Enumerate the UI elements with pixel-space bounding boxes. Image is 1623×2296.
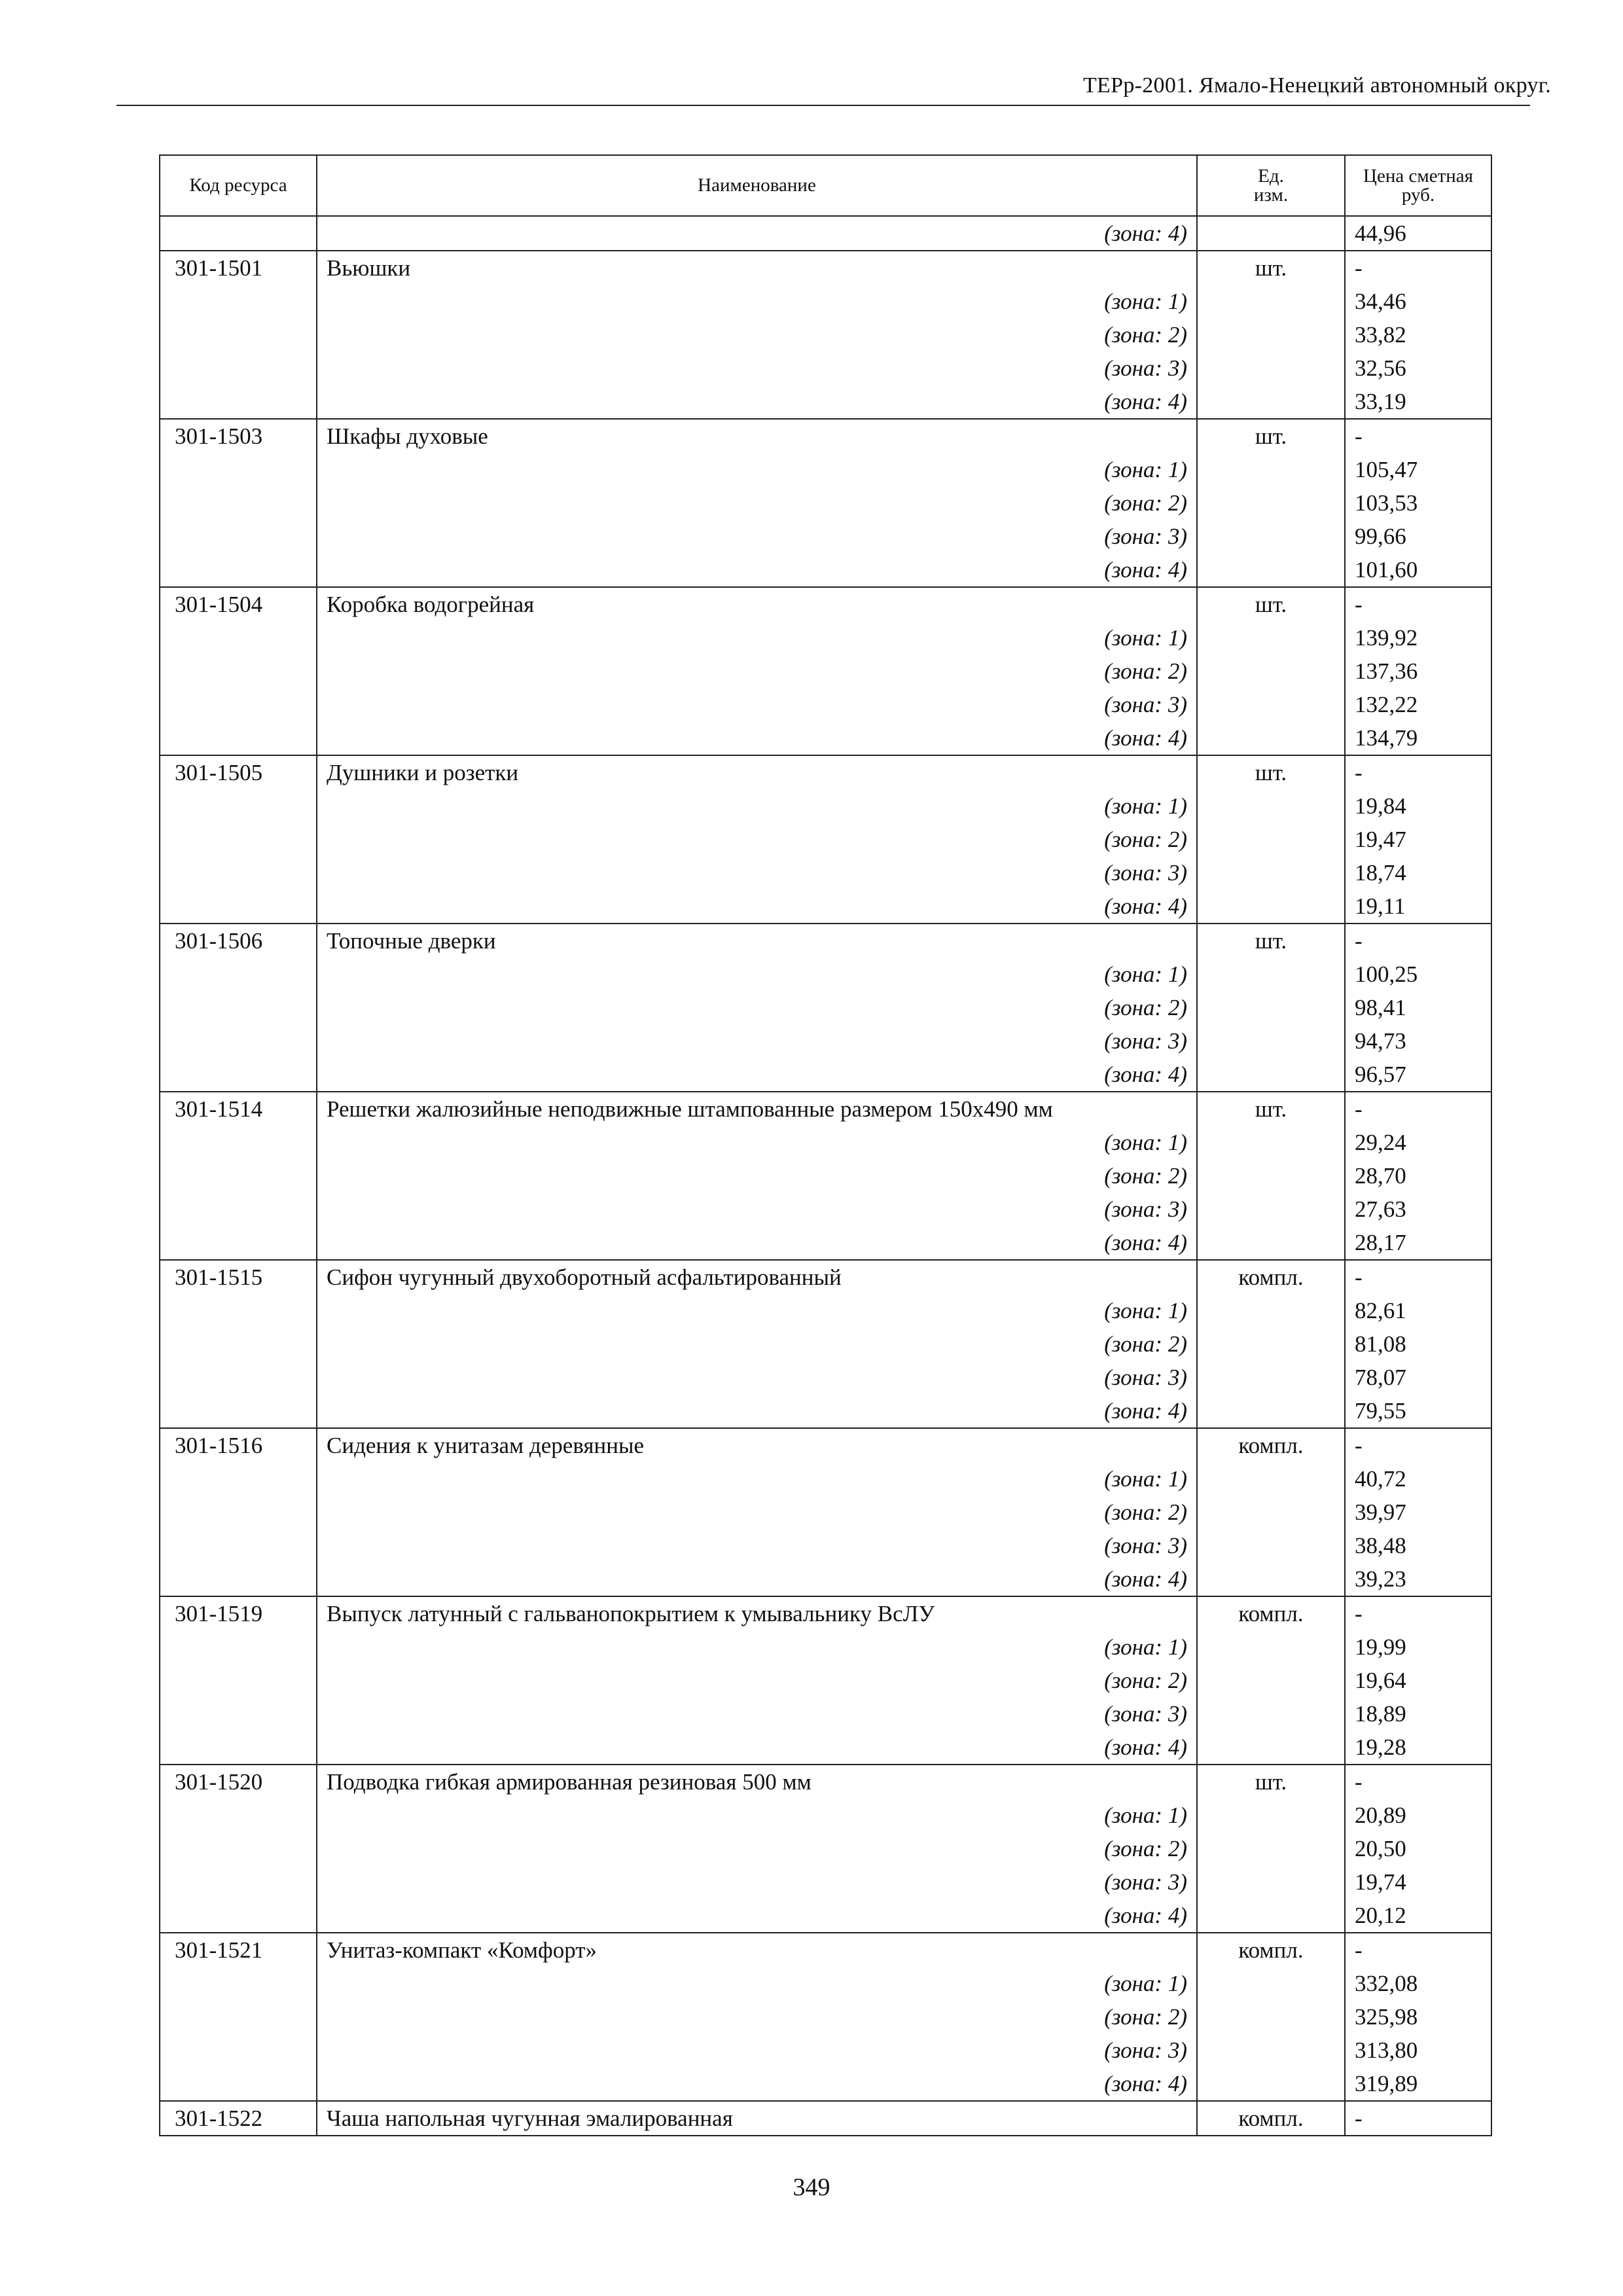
zone-price: 19,11	[1345, 889, 1491, 924]
zone-price: 82,61	[1345, 1294, 1491, 1327]
zone-code-cell	[160, 1058, 317, 1092]
continuation-unit-cell	[1197, 216, 1345, 251]
table-row	[160, 1765, 1491, 1799]
zone-label: (зона: 2)	[317, 1159, 1197, 1193]
zone-unit-cell	[1197, 1562, 1345, 1596]
zone-price: 94,73	[1345, 1024, 1491, 1058]
zone-price: 18,89	[1345, 1697, 1491, 1731]
zone-code-cell	[160, 1799, 317, 1832]
zone-code-cell	[160, 621, 317, 655]
zone-price: 34,46	[1345, 285, 1491, 318]
resource-base-price: -	[1345, 1260, 1491, 1294]
resource-code: 301-1503	[160, 419, 317, 453]
zone-label: (зона: 2)	[317, 2000, 1197, 2034]
zone-code-cell	[160, 823, 317, 856]
zone-label: (зона: 3)	[317, 1529, 1197, 1562]
zone-price: 32,56	[1345, 351, 1491, 385]
zone-price-row	[160, 1697, 1491, 1731]
zone-price-row	[160, 1731, 1491, 1765]
continuation-price: 44,96	[1345, 216, 1491, 251]
zone-code-cell	[160, 351, 317, 385]
zone-price: 99,66	[1345, 520, 1491, 553]
table-row	[160, 1260, 1491, 1294]
zone-price-row	[160, 1664, 1491, 1697]
zone-label: (зона: 3)	[317, 688, 1197, 721]
zone-code-cell	[160, 2067, 317, 2101]
zone-price-row	[160, 1126, 1491, 1159]
zone-price-row	[160, 1967, 1491, 2000]
zone-price: 332,08	[1345, 1967, 1491, 2000]
column-header-code: Код ресурса	[160, 155, 317, 216]
zone-label: (зона: 1)	[317, 621, 1197, 655]
table-row	[160, 2101, 1491, 2136]
zone-price-row	[160, 1899, 1491, 1933]
column-header-unit-text: Ед. изм.	[1253, 165, 1289, 206]
zone-unit-cell	[1197, 2034, 1345, 2067]
resource-unit: шт.	[1197, 1092, 1345, 1126]
zone-code-cell	[160, 1294, 317, 1327]
zone-price: 325,98	[1345, 2000, 1491, 2034]
zone-code-cell	[160, 318, 317, 351]
zone-unit-cell	[1197, 655, 1345, 688]
resource-name: Шкафы духовые	[317, 419, 1197, 453]
zone-price: 19,84	[1345, 789, 1491, 823]
resource-name: Топочные дверки	[317, 924, 1197, 958]
zone-label: (зона: 3)	[317, 520, 1197, 553]
column-header-name: Наименование	[317, 155, 1197, 216]
resource-unit: шт.	[1197, 251, 1345, 285]
zone-code-cell	[160, 991, 317, 1024]
zone-price-row	[160, 520, 1491, 553]
zone-label: (зона: 4)	[317, 1562, 1197, 1596]
zone-price: 79,55	[1345, 1394, 1491, 1428]
zone-label: (зона: 4)	[317, 553, 1197, 587]
zone-price-row	[160, 385, 1491, 419]
zone-price: 313,80	[1345, 2034, 1491, 2067]
zone-price: 28,70	[1345, 1159, 1491, 1193]
resource-base-price: -	[1345, 419, 1491, 453]
zone-label: (зона: 4)	[317, 1058, 1197, 1092]
zone-unit-cell	[1197, 1058, 1345, 1092]
zone-price: 40,72	[1345, 1462, 1491, 1496]
zone-price-row	[160, 1462, 1491, 1496]
resource-unit: компл.	[1197, 1596, 1345, 1630]
zone-code-cell	[160, 1462, 317, 1496]
table-header-row	[160, 155, 1491, 216]
zone-price: 19,28	[1345, 1731, 1491, 1765]
resource-code: 301-1521	[160, 1933, 317, 1967]
resource-unit: шт.	[1197, 755, 1345, 789]
resource-code: 301-1505	[160, 755, 317, 789]
zone-label: (зона: 4)	[317, 1394, 1197, 1428]
zone-price: 78,07	[1345, 1361, 1491, 1394]
zone-label: (зона: 3)	[317, 1697, 1197, 1731]
zone-price: 19,74	[1345, 1865, 1491, 1899]
zone-price: 19,64	[1345, 1664, 1491, 1697]
resource-name: Чаша напольная чугунная эмалированная	[317, 2101, 1197, 2136]
zone-code-cell	[160, 688, 317, 721]
column-header-unit	[1197, 155, 1345, 216]
zone-label: (зона: 3)	[317, 856, 1197, 889]
zone-price: 98,41	[1345, 991, 1491, 1024]
zone-unit-cell	[1197, 1394, 1345, 1428]
resource-code: 301-1520	[160, 1765, 317, 1799]
header-rule	[116, 105, 1530, 106]
zone-unit-cell	[1197, 1126, 1345, 1159]
zone-code-cell	[160, 1697, 317, 1731]
zone-label: (зона: 2)	[317, 655, 1197, 688]
zone-price: 101,60	[1345, 553, 1491, 587]
zone-code-cell	[160, 1562, 317, 1596]
zone-unit-cell	[1197, 721, 1345, 755]
resource-name: Унитаз-компакт «Комфорт»	[317, 1933, 1197, 1967]
zone-unit-cell	[1197, 621, 1345, 655]
resource-unit: компл.	[1197, 1933, 1345, 1967]
zone-label: (зона: 2)	[317, 823, 1197, 856]
zone-price: 105,47	[1345, 453, 1491, 486]
zone-code-cell	[160, 453, 317, 486]
zone-label: (зона: 1)	[317, 285, 1197, 318]
zone-unit-cell	[1197, 1496, 1345, 1529]
zone-price: 39,97	[1345, 1496, 1491, 1529]
zone-price-row	[160, 285, 1491, 318]
zone-unit-cell	[1197, 1193, 1345, 1226]
zone-unit-cell	[1197, 285, 1345, 318]
zone-price: 33,19	[1345, 385, 1491, 419]
zone-code-cell	[160, 789, 317, 823]
zone-label: (зона: 2)	[317, 486, 1197, 520]
resource-base-price: -	[1345, 587, 1491, 621]
zone-price: 29,24	[1345, 1126, 1491, 1159]
zone-code-cell	[160, 1159, 317, 1193]
zone-label: (зона: 1)	[317, 1967, 1197, 2000]
zone-unit-cell	[1197, 1967, 1345, 2000]
zone-unit-cell	[1197, 1799, 1345, 1832]
zone-price-row	[160, 553, 1491, 587]
zone-label: (зона: 4)	[317, 385, 1197, 419]
zone-label: (зона: 4)	[317, 1731, 1197, 1765]
page-number: 349	[793, 2174, 830, 2201]
resource-code: 301-1504	[160, 587, 317, 621]
resource-base-price: -	[1345, 755, 1491, 789]
resource-price-table	[159, 154, 1492, 2136]
zone-code-cell	[160, 1529, 317, 1562]
resource-base-price: -	[1345, 251, 1491, 285]
zone-label: (зона: 2)	[317, 1496, 1197, 1529]
zone-price: 33,82	[1345, 318, 1491, 351]
resource-unit: шт.	[1197, 1765, 1345, 1799]
zone-label: (зона: 3)	[317, 2034, 1197, 2067]
zone-price-row	[160, 621, 1491, 655]
zone-code-cell	[160, 1226, 317, 1260]
zone-unit-cell	[1197, 1664, 1345, 1697]
zone-unit-cell	[1197, 1462, 1345, 1496]
zone-price: 134,79	[1345, 721, 1491, 755]
zone-price-row	[160, 655, 1491, 688]
zone-unit-cell	[1197, 1697, 1345, 1731]
zone-price-row	[160, 1024, 1491, 1058]
zone-label: (зона: 3)	[317, 351, 1197, 385]
zone-code-cell	[160, 1361, 317, 1394]
zone-code-cell	[160, 486, 317, 520]
table-row	[160, 1933, 1491, 1967]
zone-price-row	[160, 789, 1491, 823]
column-header-price	[1345, 155, 1491, 216]
zone-label: (зона: 4)	[317, 721, 1197, 755]
zone-label: (зона: 4)	[317, 1226, 1197, 1260]
table-row	[160, 1428, 1491, 1462]
resource-name: Выпуск латунный с гальванопокрытием к умывальнику ВсЛУ	[317, 1596, 1197, 1630]
table-row	[160, 419, 1491, 453]
resource-code: 301-1501	[160, 251, 317, 285]
resource-name: Сидения к унитазам деревянные	[317, 1428, 1197, 1462]
zone-code-cell	[160, 2034, 317, 2067]
zone-price-row	[160, 1832, 1491, 1865]
resource-name: Вьюшки	[317, 251, 1197, 285]
zone-label: (зона: 1)	[317, 789, 1197, 823]
zone-code-cell	[160, 1664, 317, 1697]
zone-price-row	[160, 1327, 1491, 1361]
resource-base-price: -	[1345, 2101, 1491, 2136]
zone-price-row	[160, 1630, 1491, 1664]
continuation-code-cell	[160, 216, 317, 251]
zone-code-cell	[160, 856, 317, 889]
zone-label: (зона: 2)	[317, 1327, 1197, 1361]
resource-unit: шт.	[1197, 419, 1345, 453]
zone-unit-cell	[1197, 1529, 1345, 1562]
zone-price-row	[160, 318, 1491, 351]
zone-unit-cell	[1197, 688, 1345, 721]
zone-price-row	[160, 688, 1491, 721]
zone-code-cell	[160, 285, 317, 318]
zone-code-cell	[160, 1731, 317, 1765]
zone-code-cell	[160, 889, 317, 924]
zone-price: 18,74	[1345, 856, 1491, 889]
zone-label: (зона: 1)	[317, 1630, 1197, 1664]
zone-price: 132,22	[1345, 688, 1491, 721]
table-row	[160, 1596, 1491, 1630]
resource-name: Душники и розетки	[317, 755, 1197, 789]
zone-unit-cell	[1197, 856, 1345, 889]
zone-price-row	[160, 1865, 1491, 1899]
zone-price-row	[160, 1799, 1491, 1832]
zone-price-row	[160, 1294, 1491, 1327]
zone-label: (зона: 1)	[317, 1294, 1197, 1327]
zone-unit-cell	[1197, 486, 1345, 520]
zone-unit-cell	[1197, 1865, 1345, 1899]
table-row	[160, 587, 1491, 621]
zone-price: 28,17	[1345, 1226, 1491, 1260]
zone-price: 39,23	[1345, 1562, 1491, 1596]
zone-unit-cell	[1197, 1630, 1345, 1664]
zone-price-row	[160, 991, 1491, 1024]
zone-price-row	[160, 1159, 1491, 1193]
zone-code-cell	[160, 655, 317, 688]
zone-label: (зона: 1)	[317, 1462, 1197, 1496]
zone-code-cell	[160, 1899, 317, 1933]
zone-label: (зона: 1)	[317, 1126, 1197, 1159]
zone-code-cell	[160, 721, 317, 755]
zone-unit-cell	[1197, 2067, 1345, 2101]
table-row	[160, 924, 1491, 958]
resource-code: 301-1516	[160, 1428, 317, 1462]
resource-base-price: -	[1345, 1596, 1491, 1630]
zone-code-cell	[160, 1394, 317, 1428]
zone-unit-cell	[1197, 351, 1345, 385]
zone-code-cell	[160, 1865, 317, 1899]
zone-label: (зона: 4)	[317, 889, 1197, 924]
zone-price: 319,89	[1345, 2067, 1491, 2101]
table-body	[160, 216, 1491, 2136]
zone-price: 103,53	[1345, 486, 1491, 520]
zone-label: (зона: 1)	[317, 958, 1197, 991]
zone-label: (зона: 1)	[317, 1799, 1197, 1832]
running-header-title: ТЕРр-2001. Ямало-Ненецкий автономный округ.	[1082, 73, 1551, 98]
zone-unit-cell	[1197, 1024, 1345, 1058]
zone-price-row	[160, 1529, 1491, 1562]
zone-price-row	[160, 958, 1491, 991]
zone-unit-cell	[1197, 385, 1345, 419]
zone-price: 19,99	[1345, 1630, 1491, 1664]
zone-price: 20,12	[1345, 1899, 1491, 1933]
zone-label: (зона: 2)	[317, 1832, 1197, 1865]
zone-unit-cell	[1197, 958, 1345, 991]
zone-code-cell	[160, 1024, 317, 1058]
resource-code: 301-1514	[160, 1092, 317, 1126]
continuation-zone-label: (зона: 4)	[317, 216, 1197, 251]
zone-price: 100,25	[1345, 958, 1491, 991]
zone-code-cell	[160, 1967, 317, 2000]
zone-price: 81,08	[1345, 1327, 1491, 1361]
zone-unit-cell	[1197, 1159, 1345, 1193]
zone-unit-cell	[1197, 1226, 1345, 1260]
zone-label: (зона: 4)	[317, 1899, 1197, 1933]
resource-name: Подводка гибкая армированная резиновая 500 мм	[317, 1765, 1197, 1799]
resource-base-price: -	[1345, 1428, 1491, 1462]
zone-label: (зона: 1)	[317, 453, 1197, 486]
zone-unit-cell	[1197, 1731, 1345, 1765]
zone-label: (зона: 3)	[317, 1193, 1197, 1226]
resource-name: Сифон чугунный двухоборотный асфальтированный	[317, 1260, 1197, 1294]
column-header-price-text: Цена сметная руб.	[1363, 165, 1473, 206]
zone-price-row	[160, 1562, 1491, 1596]
zone-code-cell	[160, 553, 317, 587]
zone-price: 96,57	[1345, 1058, 1491, 1092]
zone-unit-cell	[1197, 789, 1345, 823]
zone-unit-cell	[1197, 1832, 1345, 1865]
zone-price-row	[160, 2067, 1491, 2101]
zone-unit-cell	[1197, 823, 1345, 856]
zone-price-row	[160, 486, 1491, 520]
resource-name: Коробка водогрейная	[317, 587, 1197, 621]
resource-base-price: -	[1345, 1765, 1491, 1799]
zone-price: 38,48	[1345, 1529, 1491, 1562]
zone-code-cell	[160, 1193, 317, 1226]
resource-base-price: -	[1345, 1933, 1491, 1967]
zone-code-cell	[160, 1126, 317, 1159]
zone-label: (зона: 2)	[317, 1664, 1197, 1697]
zone-price-row	[160, 1361, 1491, 1394]
zone-code-cell	[160, 1327, 317, 1361]
resource-base-price: -	[1345, 1092, 1491, 1126]
resource-base-price: -	[1345, 924, 1491, 958]
zone-price-row	[160, 2034, 1491, 2067]
resource-unit: компл.	[1197, 1260, 1345, 1294]
zone-label: (зона: 3)	[317, 1865, 1197, 1899]
zone-code-cell	[160, 1496, 317, 1529]
zone-price-row	[160, 1496, 1491, 1529]
zone-price: 139,92	[1345, 621, 1491, 655]
zone-price: 137,36	[1345, 655, 1491, 688]
zone-label: (зона: 4)	[317, 2067, 1197, 2101]
table-row	[160, 755, 1491, 789]
zone-price-row	[160, 721, 1491, 755]
zone-unit-cell	[1197, 520, 1345, 553]
zone-code-cell	[160, 1630, 317, 1664]
zone-price-row	[160, 1193, 1491, 1226]
zone-price-row	[160, 856, 1491, 889]
resource-code: 301-1522	[160, 2101, 317, 2136]
resource-name: Решетки жалюзийные неподвижные штампованные размером 150х490 мм	[317, 1092, 1197, 1126]
zone-label: (зона: 3)	[317, 1361, 1197, 1394]
resource-code: 301-1506	[160, 924, 317, 958]
zone-price: 19,47	[1345, 823, 1491, 856]
zone-unit-cell	[1197, 318, 1345, 351]
continuation-row	[160, 216, 1491, 251]
zone-price-row	[160, 889, 1491, 924]
zone-price-row	[160, 351, 1491, 385]
zone-unit-cell	[1197, 1294, 1345, 1327]
zone-unit-cell	[1197, 991, 1345, 1024]
zone-code-cell	[160, 520, 317, 553]
zone-unit-cell	[1197, 1899, 1345, 1933]
zone-price-row	[160, 1394, 1491, 1428]
zone-price: 27,63	[1345, 1193, 1491, 1226]
zone-unit-cell	[1197, 2000, 1345, 2034]
zone-price-row	[160, 1226, 1491, 1260]
zone-label: (зона: 2)	[317, 318, 1197, 351]
zone-price: 20,50	[1345, 1832, 1491, 1865]
zone-label: (зона: 2)	[317, 991, 1197, 1024]
zone-price-row	[160, 823, 1491, 856]
zone-unit-cell	[1197, 889, 1345, 924]
resource-unit: компл.	[1197, 1428, 1345, 1462]
zone-unit-cell	[1197, 1361, 1345, 1394]
zone-unit-cell	[1197, 453, 1345, 486]
zone-code-cell	[160, 958, 317, 991]
zone-label: (зона: 3)	[317, 1024, 1197, 1058]
zone-code-cell	[160, 1832, 317, 1865]
resource-unit: компл.	[1197, 2101, 1345, 2136]
table-row	[160, 1092, 1491, 1126]
resource-code: 301-1519	[160, 1596, 317, 1630]
zone-unit-cell	[1197, 1327, 1345, 1361]
zone-code-cell	[160, 2000, 317, 2034]
zone-price: 20,89	[1345, 1799, 1491, 1832]
resource-code: 301-1515	[160, 1260, 317, 1294]
resource-unit: шт.	[1197, 924, 1345, 958]
zone-unit-cell	[1197, 553, 1345, 587]
zone-price-row	[160, 453, 1491, 486]
zone-code-cell	[160, 385, 317, 419]
zone-price-row	[160, 2000, 1491, 2034]
table-row	[160, 251, 1491, 285]
zone-price-row	[160, 1058, 1491, 1092]
resource-unit: шт.	[1197, 587, 1345, 621]
